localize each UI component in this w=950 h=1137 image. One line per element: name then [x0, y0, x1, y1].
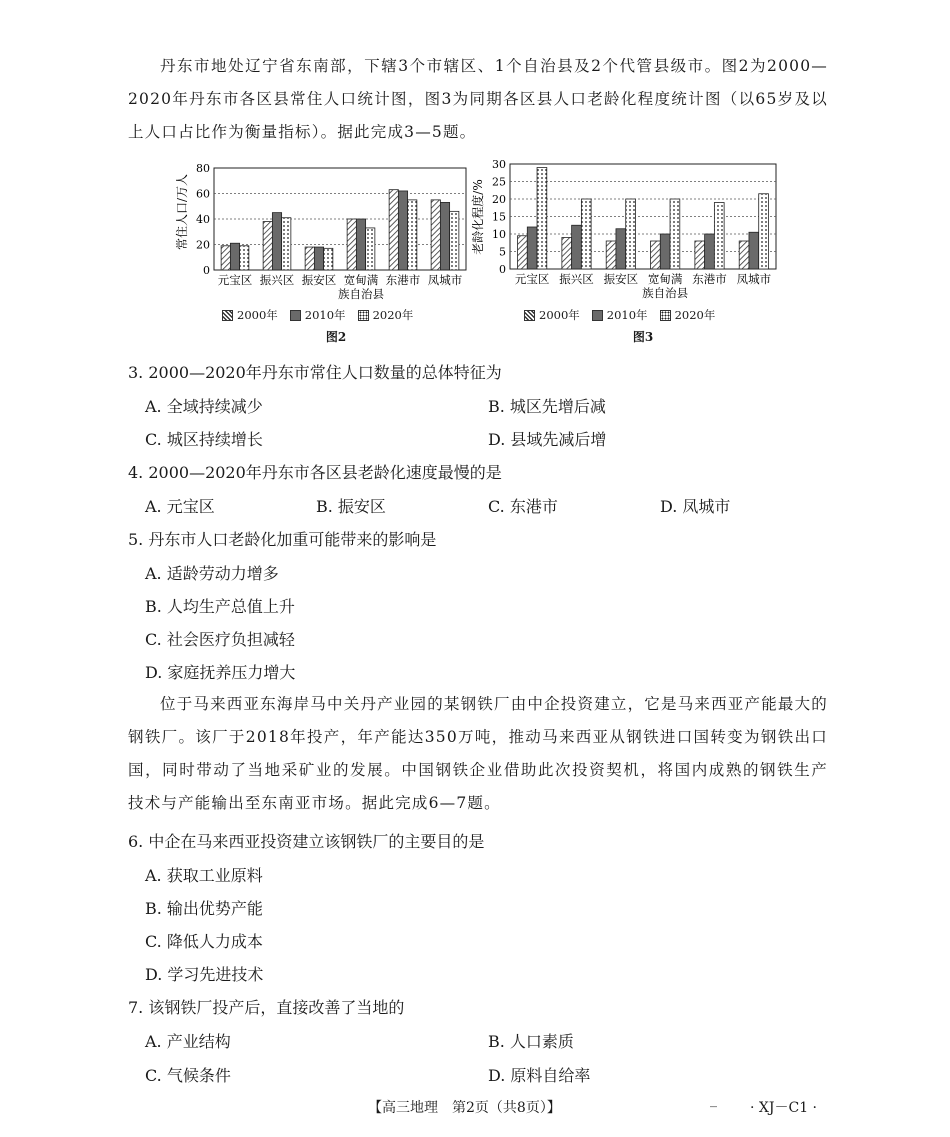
- fig3-bar-2020年-1: [581, 199, 591, 269]
- fig3-bar-2010年-0: [527, 227, 537, 269]
- q6-option-a[interactable]: A. 获取工业原料: [145, 866, 263, 885]
- fig2-category-label: 宽甸满: [343, 273, 379, 287]
- fig2-ytick-label: 40: [196, 213, 210, 226]
- intro-paragraph-2: 位于马来西亚东海岸马中关丹产业园的某钢铁厂由中企投资建立，它是马来西亚产能最大的钢铁厂。该厂于2018年投产，年产能达350万吨，推动马来西亚从钢铁进口国转变为钢铁出口国，同时带动了当地采矿业的发展。中国钢铁企业借助此次投资契机，将国内成熟的钢铁生产技术与产能输出至东南亚市场。据此完成6—7题。: [128, 695, 829, 812]
- q4-option-b[interactable]: B. 振安区: [316, 497, 386, 516]
- question-3-stem: 3. 2000—2020年丹东市常住人口数量的总体特征为: [128, 363, 502, 382]
- q6-option-d[interactable]: D. 学习先进技术: [145, 965, 264, 984]
- q5-option-c[interactable]: C. 社会医疗负担减轻: [145, 630, 295, 649]
- fig2-bar-2020年-4: [408, 200, 417, 270]
- fig3-bar-2000年-4: [695, 241, 705, 269]
- q3-option-c[interactable]: C. 城区持续增长: [145, 430, 263, 449]
- fig3-category-label: 宽甸满: [647, 272, 683, 286]
- fig3-bar-2020年-4: [714, 203, 724, 270]
- legend-2020-label: 2020年: [372, 308, 414, 322]
- footer-code: · XJ－C1 ·: [750, 1100, 817, 1116]
- fig2-bar-2010年-4: [398, 191, 407, 270]
- fig2-bar-2010年-3: [356, 219, 365, 270]
- fig2-bar-2020年-0: [240, 246, 249, 270]
- fig2-category-label: 振兴区: [259, 273, 295, 287]
- fig2-ytick-label: 60: [196, 187, 210, 201]
- fig3-bar-2000年-0: [518, 236, 528, 269]
- q5-option-b[interactable]: B. 人均生产总值上升: [145, 597, 295, 616]
- fig2-bar-2010年-0: [230, 243, 239, 270]
- fig3-bar-2000年-3: [651, 241, 661, 269]
- legend-2000-label: 2000年: [237, 308, 278, 322]
- fig2-ytick-label: 20: [196, 238, 210, 252]
- q4-option-a[interactable]: A. 元宝区: [145, 497, 215, 516]
- fig3-bar-2000年-2: [606, 241, 616, 269]
- legend-2000-swatch: [222, 310, 233, 321]
- fig3-ytick-label: 10: [492, 228, 506, 241]
- fig2-bar-2020年-2: [324, 248, 333, 270]
- fig2-category-label: 振安区: [301, 273, 337, 287]
- fig3-bar-2000年-5: [739, 241, 749, 269]
- q7-option-d[interactable]: D. 原料自给率: [488, 1066, 591, 1085]
- fig3-category-label: 东港市: [692, 272, 727, 286]
- legend3-2010-swatch: [592, 310, 603, 321]
- page-footer: 【高三地理 第2页（共8页）】: [368, 1100, 561, 1116]
- question-7-stem: 7. 该钢铁厂投产后，直接改善了当地的: [128, 998, 405, 1017]
- fig3-ytick-label: 15: [492, 210, 506, 224]
- q7-option-a[interactable]: A. 产业结构: [145, 1032, 231, 1051]
- legend-2010-label: 2010年: [304, 308, 346, 322]
- fig3-category-label: 凤城市: [736, 272, 772, 286]
- question-4-stem: 4. 2000—2020年丹东市各区县老龄化速度最慢的是: [128, 463, 502, 482]
- fig3-category-label: 振兴区: [559, 272, 594, 286]
- fig2-bar-2000年-0: [221, 246, 230, 270]
- fig2-bar-2000年-2: [305, 247, 314, 270]
- q3-option-a[interactable]: A. 全域持续减少: [145, 397, 263, 416]
- fig3-bar-2020年-3: [670, 199, 680, 269]
- q5-option-d[interactable]: D. 家庭抚养压力增大: [145, 663, 296, 682]
- fig2-bar-2000年-5: [431, 200, 440, 270]
- fig3-ytick-label: 20: [492, 193, 506, 206]
- fig2-ytick-label: 80: [196, 162, 210, 175]
- figure-2-population-chart: [170, 152, 475, 312]
- fig2-bar-2000年-4: [389, 190, 398, 270]
- fig2-ylabel: 常住人口/万人: [175, 173, 189, 251]
- footer-mark: _: [710, 1092, 717, 1108]
- legend3-2000-swatch: [524, 310, 535, 321]
- q4-option-c[interactable]: C. 东港市: [488, 497, 558, 516]
- legend3-2020-label: 2020年: [674, 308, 716, 322]
- fig3-bar-2020年-5: [759, 194, 769, 269]
- fig3-ytick-label: 30: [492, 158, 506, 171]
- q5-option-a[interactable]: A. 适龄劳动力增多: [145, 564, 279, 583]
- q4-option-d[interactable]: D. 凤城市: [660, 497, 731, 516]
- fig3-ytick-label: 0: [499, 263, 506, 276]
- fig2-ytick-label: 0: [203, 264, 210, 277]
- fig3-category-label-line2: 族自治县: [642, 286, 689, 300]
- intro-paragraph-1: 丹东市地处辽宁省东南部，下辖3个市辖区、1个自治县及2个代管县级市。图2为2000—2020年丹东市各区县常住人口统计图，图3为同期各区县人口老龄化程度统计图（以65岁及以上人口占比作为衡量指标）。据此完成3—5题。: [128, 57, 828, 141]
- fig3-legend: [524, 307, 715, 323]
- fig2-bar-2010年-5: [440, 202, 449, 270]
- fig2-category-label-line2: 族自治县: [338, 287, 384, 301]
- fig3-bar-2010年-5: [749, 232, 759, 269]
- fig2-bar-2010年-2: [314, 247, 323, 270]
- fig2-bar-2010年-1: [272, 213, 281, 270]
- fig2-category-label: 东港市: [385, 273, 421, 287]
- fig3-bar-2000年-1: [562, 238, 572, 270]
- fig3-bar-2010年-3: [660, 234, 670, 269]
- fig3-ytick-label: 5: [499, 245, 506, 259]
- legend-2010-swatch: [290, 310, 301, 321]
- q3-option-b[interactable]: B. 城区先增后减: [488, 397, 606, 416]
- legend3-2000-label: 2000年: [539, 308, 580, 322]
- fig2-bar-2000年-1: [263, 222, 272, 270]
- legend3-2020-swatch: [660, 310, 671, 321]
- fig3-category-label: 振安区: [603, 272, 639, 286]
- q6-option-b[interactable]: B. 输出优势产能: [145, 899, 263, 918]
- fig2-bar-2020年-5: [450, 211, 459, 270]
- fig2-bar-2000年-3: [347, 219, 356, 270]
- fig2-bar-2020年-3: [366, 228, 375, 270]
- fig3-category-label: 元宝区: [514, 272, 550, 286]
- fig3-bar-2010年-2: [616, 229, 626, 269]
- figure-3-aging-chart: [468, 152, 783, 312]
- fig3-ytick-label: 25: [492, 175, 506, 189]
- fig3-bar-2020年-2: [626, 199, 636, 269]
- q6-option-c[interactable]: C. 降低人力成本: [145, 932, 263, 951]
- question-6-stem: 6. 中企在马来西亚投资建立该钢铁厂的主要目的是: [128, 832, 485, 851]
- fig2-legend: [222, 307, 413, 323]
- fig3-bar-2010年-4: [705, 234, 715, 269]
- legend-2020-swatch: [358, 310, 369, 321]
- fig2-caption: 图2: [325, 330, 347, 344]
- fig3-caption: 图3: [632, 330, 654, 344]
- q7-option-b[interactable]: B. 人口素质: [488, 1032, 574, 1051]
- fig3-bar-2010年-1: [572, 225, 582, 269]
- q3-option-d[interactable]: D. 县域先减后增: [488, 430, 607, 449]
- fig2-bar-2020年-1: [282, 218, 291, 270]
- fig2-category-label: 元宝区: [217, 273, 253, 287]
- fig2-category-label: 凤城市: [427, 273, 463, 287]
- question-5-stem: 5. 丹东市人口老龄化加重可能带来的影响是: [128, 530, 437, 549]
- q7-option-c[interactable]: C. 气候条件: [145, 1066, 231, 1085]
- fig3-ylabel: 老龄化程度/%: [471, 179, 485, 255]
- fig3-bar-2020年-0: [537, 168, 547, 270]
- legend3-2010-label: 2010年: [606, 308, 648, 322]
